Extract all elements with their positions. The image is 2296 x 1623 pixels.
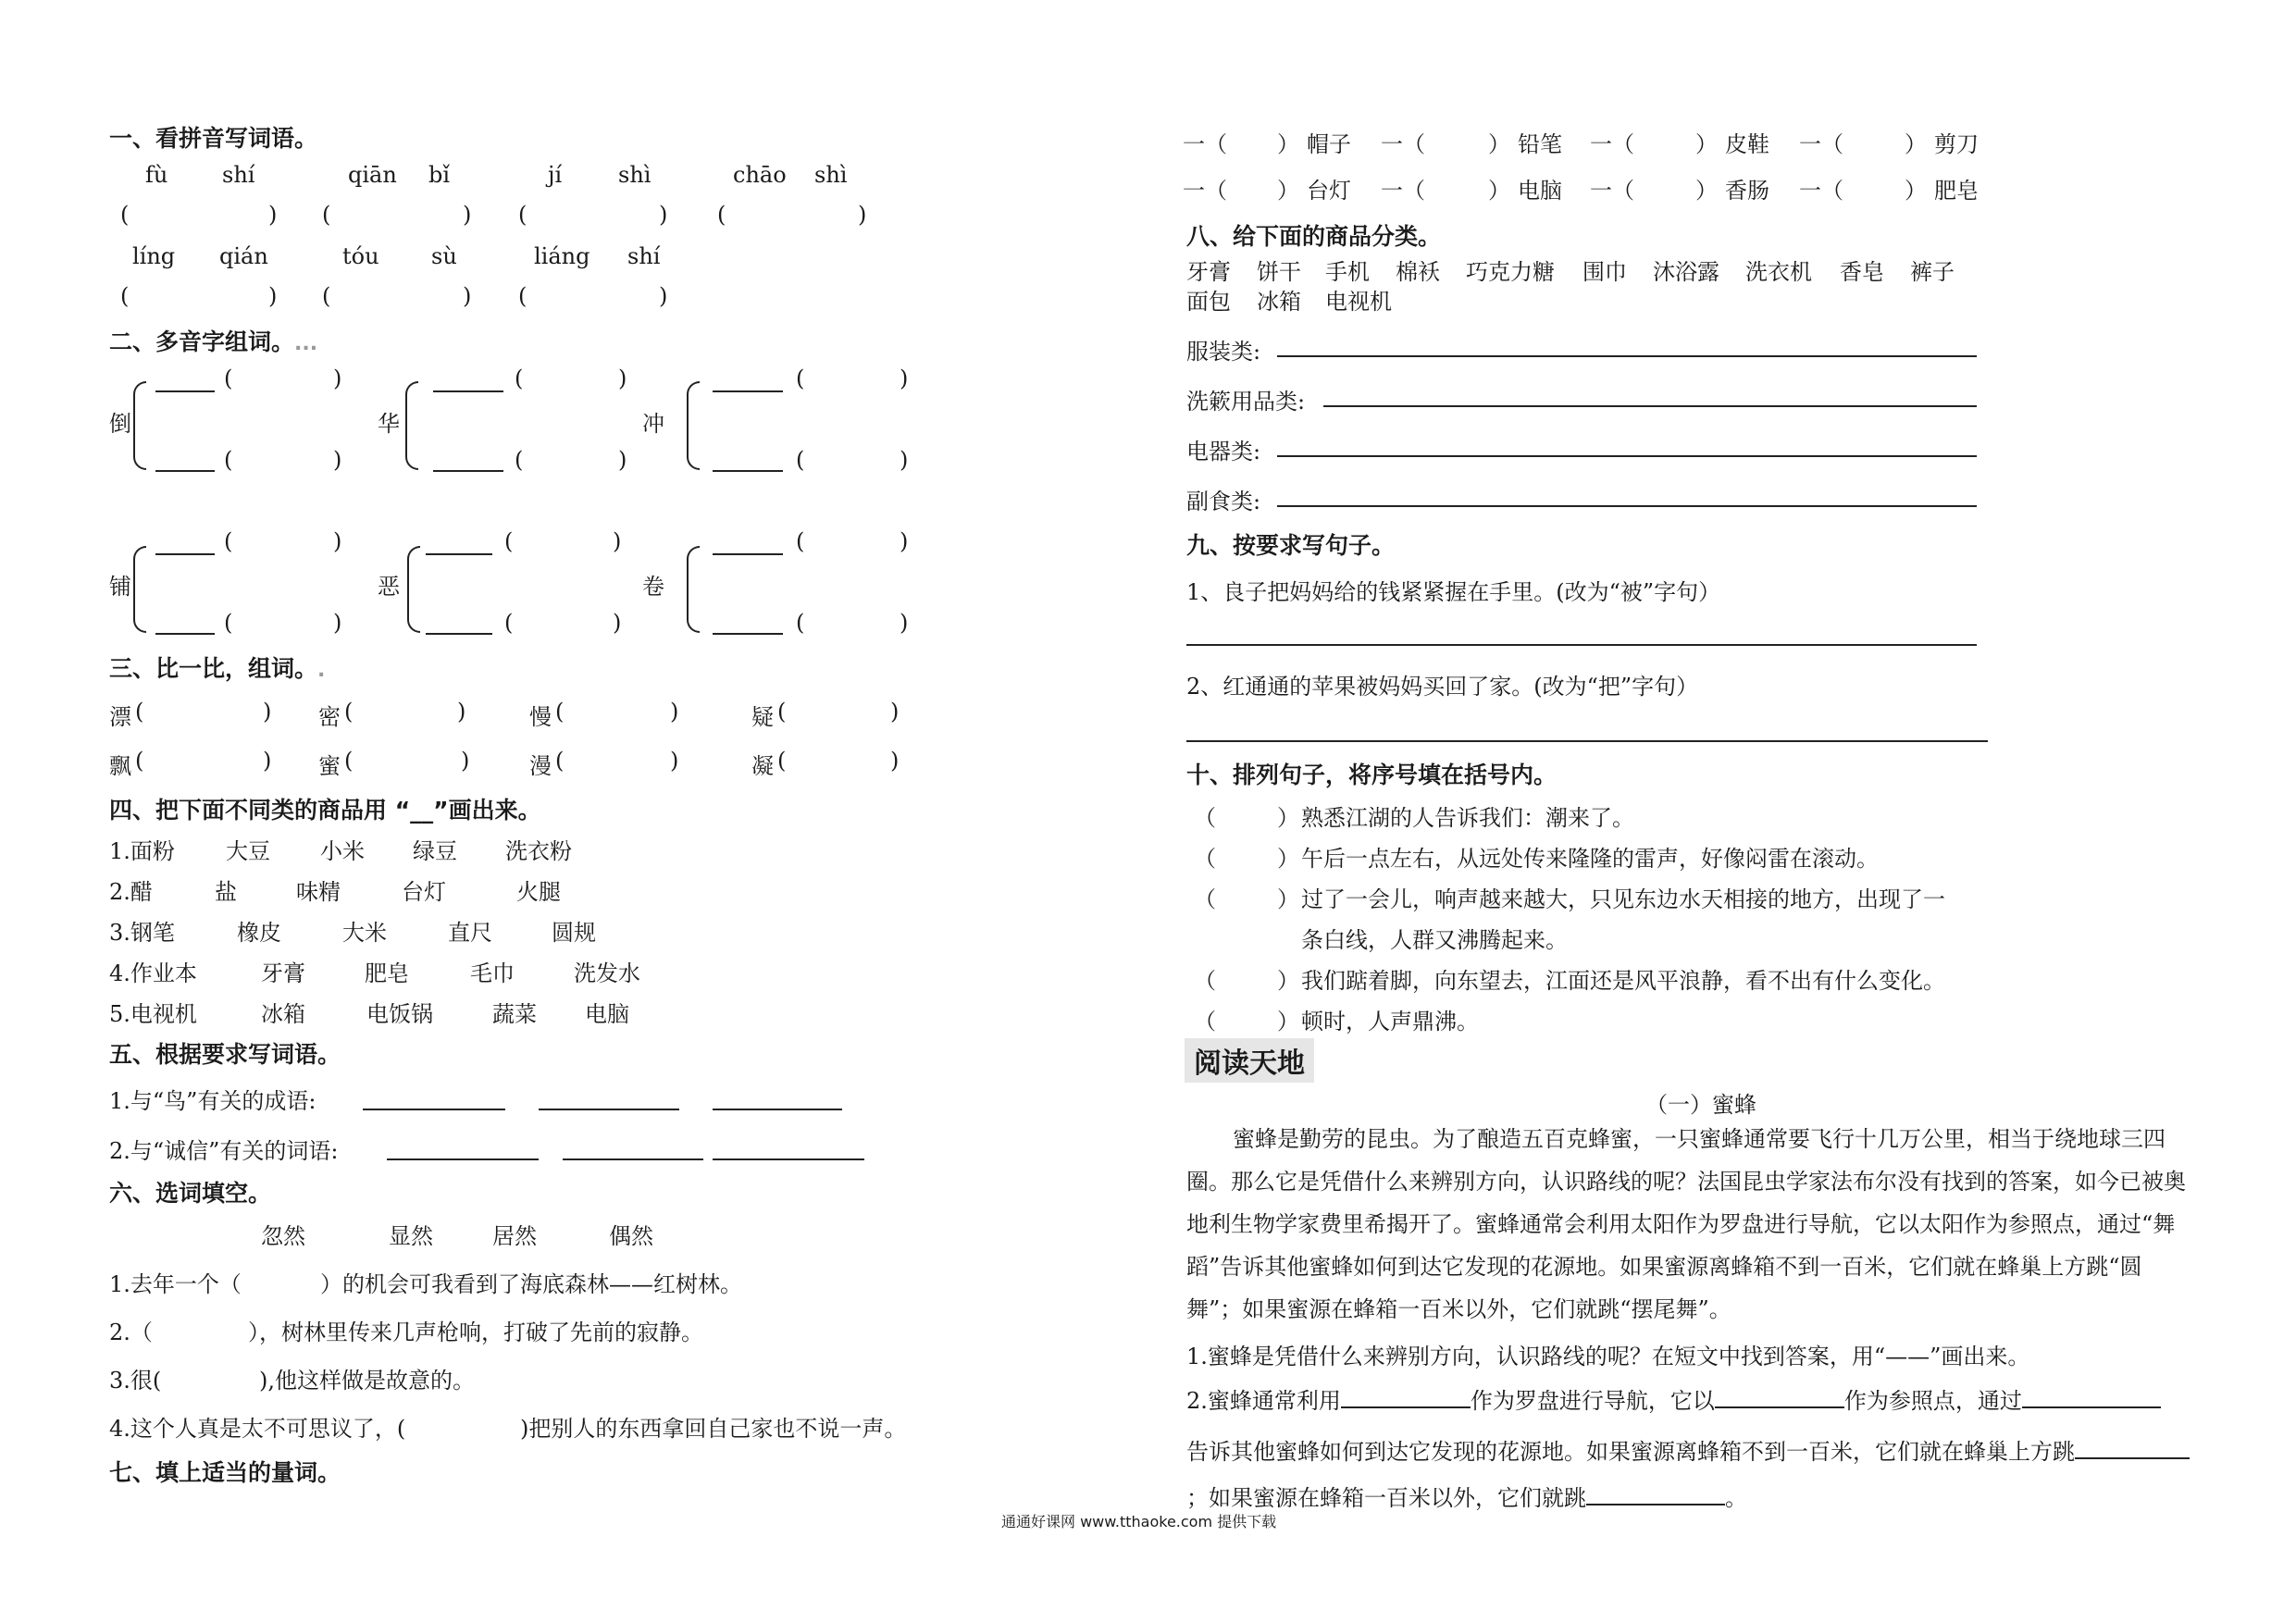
category-appliances: 电器类: bbox=[1186, 439, 1261, 465]
s9-q1: 1、良子把妈妈给的钱紧紧握在手里。(改为“被”字句） bbox=[1186, 579, 1721, 605]
blank-line bbox=[713, 470, 783, 472]
brace bbox=[133, 381, 146, 470]
measure-suffix: ） bbox=[1277, 178, 1299, 204]
reading-q1: 1.蜜蜂是凭借什么来辨别方向，认识路线的呢？在短文中找到答案，用“——”画出来。 bbox=[1186, 1344, 2030, 1369]
s2-title bbox=[109, 324, 317, 357]
measure-suffix: ） bbox=[1277, 131, 1299, 157]
fill-blank bbox=[1341, 1406, 1471, 1408]
compare-char: 漫 bbox=[529, 753, 552, 779]
category-toiletries: 洗簌用品类: bbox=[1186, 389, 1306, 415]
right-paren: ) bbox=[890, 748, 900, 774]
s7-title: 七、填上适当的量词。 bbox=[109, 1459, 341, 1486]
s3-title bbox=[109, 650, 325, 684]
reading-paragraph: 蜜蜂是勤劳的昆虫。为了酿造五百克蜂蜜，一只蜜蜂通常要飞行十几万公里，相当于绕地球三四圈。那么它是凭借什么来辨别方向，认识路线的呢？法国昆虫学家法布尔没有找到的答案，如今已被奥地利生物学家费里希揭开了。蜜蜂通常会利用太阳作为罗盘进行导航，它以太阳作为参照点，通过“舞蹈”告诉其他蜜蜂如何到达它发现的花源地。如果蜜源离蜂箱不到一百米，它们就在蜂巢上方跳“圆舞”；如果蜜源在蜂箱一百米以外，它们就跳“摆尾舞”。 bbox=[1186, 1126, 2186, 1322]
left-paren: ( bbox=[224, 365, 233, 391]
measure-suffix: ） bbox=[1695, 131, 1718, 157]
right-paren: ) bbox=[900, 365, 909, 391]
measure-prefix: 一（ bbox=[1183, 131, 1227, 157]
reading-q2-line2 bbox=[1186, 1429, 2195, 1521]
measure-prefix: 一（ bbox=[1799, 178, 1843, 204]
q2-text: 告诉其他蜜蜂如何到达它发现的花源地。如果蜜源离蜂箱不到一百米，它们就在蜂巢上方跳 bbox=[1186, 1439, 2075, 1465]
right-paren: ) bbox=[263, 699, 272, 725]
compare-char: 慢 bbox=[529, 704, 552, 730]
goods-item: 冰箱 bbox=[1257, 289, 1301, 315]
pinyin: shí bbox=[627, 243, 661, 269]
right-paren: ) bbox=[618, 365, 627, 391]
goods-item: 橡皮 bbox=[237, 920, 281, 946]
goods-item: 巧克力糖 bbox=[1466, 259, 1555, 285]
brace bbox=[133, 546, 146, 633]
category-clothing: 服装类: bbox=[1186, 339, 1261, 365]
q2-text: 作为参照点，通过 bbox=[1843, 1388, 2022, 1414]
reading-header: 阅读天地 bbox=[1185, 1038, 1314, 1083]
blank-line bbox=[155, 390, 215, 392]
s6-q2-b: ），树林里传来几声枪响，打破了先前的寂静。 bbox=[248, 1319, 703, 1345]
goods-item: 大米 bbox=[342, 920, 387, 946]
brace bbox=[407, 546, 420, 633]
right-paren: ) bbox=[670, 699, 679, 725]
right-paren: ) bbox=[659, 283, 668, 309]
left-paren: ( bbox=[504, 528, 514, 554]
answer-line bbox=[1277, 355, 1977, 357]
sentence: 顿时，人声鼎沸。 bbox=[1301, 1009, 1479, 1035]
measure-noun: 皮鞋 bbox=[1725, 131, 1769, 157]
blank-line bbox=[713, 633, 783, 635]
s6-q1-a: 1.去年一个（ bbox=[109, 1271, 242, 1297]
polyphone-char: 华 bbox=[378, 411, 400, 437]
answer-line bbox=[713, 1158, 864, 1160]
blank-line bbox=[433, 390, 503, 392]
left-paren: （ bbox=[1194, 805, 1216, 831]
measure-prefix: 一（ bbox=[1590, 131, 1634, 157]
right-paren: ) bbox=[613, 610, 622, 636]
pinyin: líng bbox=[132, 243, 176, 269]
pinyin: chāo bbox=[733, 162, 787, 188]
q2-text: 作为罗盘进行导航，它以 bbox=[1470, 1388, 1715, 1414]
brace bbox=[687, 546, 700, 633]
measure-noun: 香肠 bbox=[1725, 178, 1769, 204]
pinyin: qiān bbox=[348, 162, 397, 188]
left-paren: ( bbox=[515, 447, 524, 473]
goods-item: 3.钢笔 bbox=[109, 920, 175, 946]
goods-item: 4.作业本 bbox=[109, 960, 197, 986]
right-paren: ) bbox=[670, 748, 679, 774]
fill-blank bbox=[2022, 1406, 2161, 1408]
s6-q4-a: 4.这个人真是太不可思议了，( bbox=[109, 1416, 406, 1442]
measure-noun: 帽子 bbox=[1307, 131, 1351, 157]
goods-item: 5.电视机 bbox=[109, 1001, 197, 1027]
left-paren: ( bbox=[224, 447, 233, 473]
left-paren: （ bbox=[1194, 886, 1216, 912]
s5-q1: 1.与“鸟”有关的成语: bbox=[109, 1088, 316, 1114]
right-paren: ) bbox=[613, 528, 622, 554]
goods-item: 火腿 bbox=[516, 879, 561, 905]
sentence-continued: 条白线，人群又沸腾起来。 bbox=[1301, 927, 1568, 953]
right-paren: ) bbox=[463, 202, 472, 228]
left-paren: ( bbox=[322, 283, 331, 309]
s6-q4-b: )把别人的东西拿回自己家也不说一声。 bbox=[520, 1416, 907, 1442]
right-paren: ) bbox=[457, 699, 466, 725]
right-paren: ） bbox=[1277, 968, 1299, 994]
right-paren: ) bbox=[263, 748, 272, 774]
answer-line bbox=[1186, 644, 1977, 646]
fill-blank bbox=[1586, 1504, 1725, 1505]
answer-line bbox=[1277, 455, 1977, 457]
blank-line bbox=[426, 633, 492, 635]
right-paren: ) bbox=[618, 447, 627, 473]
pinyin: liáng bbox=[534, 243, 590, 269]
left-paren: ( bbox=[796, 610, 805, 636]
goods-item: 肥皂 bbox=[365, 960, 409, 986]
goods-item: 棉袄 bbox=[1396, 259, 1440, 285]
goods-item: 电饭锅 bbox=[366, 1001, 433, 1027]
right-paren: ) bbox=[900, 610, 909, 636]
sentence: 我们踮着脚，向东望去，江面还是风平浪静，看不出有什么变化。 bbox=[1301, 968, 1945, 994]
measure-prefix: 一（ bbox=[1590, 178, 1634, 204]
choice-word: 居然 bbox=[492, 1223, 537, 1249]
answer-line bbox=[1186, 740, 1988, 742]
goods-item: 裤子 bbox=[1910, 259, 1955, 285]
pinyin: fù bbox=[145, 162, 168, 188]
s3-title-text: 三、比一比，组词。 bbox=[109, 655, 318, 682]
left-paren: ( bbox=[120, 202, 130, 228]
pinyin: qián bbox=[219, 243, 268, 269]
blank-line bbox=[426, 553, 492, 555]
compare-char: 密 bbox=[318, 704, 341, 730]
sentence: 午后一点左右，从远处传来隆隆的雷声，好像闷雷在滚动。 bbox=[1301, 846, 1879, 872]
pinyin: tóu bbox=[342, 243, 379, 269]
goods-item: 毛巾 bbox=[470, 960, 515, 986]
q2-text: ；如果蜜源在蜂箱一百米以外，它们就跳 bbox=[1186, 1485, 1586, 1511]
compare-char: 飘 bbox=[109, 753, 131, 779]
left-paren: ( bbox=[777, 748, 787, 774]
goods-item: 围巾 bbox=[1582, 259, 1627, 285]
goods-item: 味精 bbox=[296, 879, 341, 905]
right-paren: ） bbox=[1277, 886, 1299, 912]
goods-item: 电脑 bbox=[585, 1001, 629, 1027]
measure-noun: 剪刀 bbox=[1934, 131, 1979, 157]
answer-line bbox=[713, 1109, 842, 1110]
measure-prefix: 一（ bbox=[1381, 131, 1425, 157]
footer-source: 通通好课网 www.tthaoke.com 提供下载 bbox=[1001, 1513, 1277, 1530]
goods-item: 直尺 bbox=[448, 920, 492, 946]
blank-line bbox=[433, 470, 503, 472]
right-paren: ） bbox=[1277, 1009, 1299, 1035]
right-paren: ) bbox=[461, 748, 470, 774]
left-paren: ( bbox=[777, 699, 787, 725]
left-paren: ( bbox=[796, 447, 805, 473]
left-paren: ( bbox=[555, 748, 565, 774]
measure-noun: 电脑 bbox=[1518, 178, 1562, 204]
goods-item: 洗发水 bbox=[574, 960, 640, 986]
goods-item: 1.面粉 bbox=[109, 838, 175, 864]
right-paren: ) bbox=[659, 202, 668, 228]
polyphone-char: 铺 bbox=[109, 574, 131, 600]
left-paren: ( bbox=[796, 365, 805, 391]
goods-item: 冰箱 bbox=[261, 1001, 305, 1027]
left-paren: （ bbox=[1194, 968, 1216, 994]
compare-char: 疑 bbox=[751, 704, 774, 730]
left-paren: ( bbox=[515, 365, 524, 391]
s6-q3-b: ),他这样做是故意的。 bbox=[259, 1368, 475, 1394]
compare-char: 漂 bbox=[109, 704, 131, 730]
blank-line bbox=[155, 553, 215, 555]
measure-suffix: ） bbox=[1695, 178, 1718, 204]
goods-item: 饼干 bbox=[1257, 259, 1301, 285]
right-paren: ) bbox=[268, 202, 278, 228]
s2-title-dots: ... bbox=[294, 332, 318, 355]
s5-q2: 2.与“诚信”有关的词语: bbox=[109, 1138, 339, 1164]
s5-title: 五、根据要求写词语。 bbox=[109, 1041, 341, 1068]
measure-noun: 肥皂 bbox=[1934, 178, 1979, 204]
left-paren: ( bbox=[120, 283, 130, 309]
right-paren: ） bbox=[1277, 846, 1299, 872]
goods-item: 电视机 bbox=[1325, 289, 1392, 315]
blank-line bbox=[155, 470, 215, 472]
measure-noun: 台灯 bbox=[1307, 178, 1351, 204]
goods-item: 洗衣粉 bbox=[505, 838, 572, 864]
s6-q1-b: ）的机会可我看到了海底森林——红树林。 bbox=[320, 1271, 742, 1297]
s6-q3-a: 3.很( bbox=[109, 1368, 162, 1394]
measure-prefix: 一（ bbox=[1381, 178, 1425, 204]
goods-item: 小米 bbox=[320, 838, 365, 864]
blank-line bbox=[155, 633, 215, 635]
measure-prefix: 一（ bbox=[1183, 178, 1227, 204]
goods-item: 圆规 bbox=[552, 920, 596, 946]
goods-item: 手机 bbox=[1325, 259, 1370, 285]
measure-suffix: ） bbox=[1905, 131, 1927, 157]
polyphone-char: 冲 bbox=[642, 411, 664, 437]
s1-title: 一、看拼音写词语。 bbox=[109, 125, 318, 152]
right-paren: ) bbox=[333, 365, 342, 391]
answer-line bbox=[387, 1158, 539, 1160]
polyphone-char: 倒 bbox=[109, 411, 131, 437]
reading-q2-line1 bbox=[1186, 1382, 2161, 1415]
answer-line bbox=[1277, 505, 1977, 507]
answer-line bbox=[539, 1109, 679, 1110]
choice-word: 偶然 bbox=[609, 1223, 653, 1249]
goods-item: 2.醋 bbox=[109, 879, 153, 905]
sentence: 熟悉江湖的人告诉我们：潮来了。 bbox=[1301, 805, 1634, 831]
compare-char: 凝 bbox=[751, 753, 774, 779]
measure-noun: 铅笔 bbox=[1518, 131, 1562, 157]
measure-suffix: ） bbox=[1488, 178, 1510, 204]
left-paren: （ bbox=[1194, 846, 1216, 872]
choice-word: 忽然 bbox=[261, 1223, 305, 1249]
s8-title: 八、给下面的商品分类。 bbox=[1186, 223, 1442, 250]
brace bbox=[687, 381, 700, 470]
left-paren: ( bbox=[135, 748, 144, 774]
right-paren: ) bbox=[333, 447, 342, 473]
goods-item: 香皂 bbox=[1840, 259, 1884, 285]
goods-item: 盐 bbox=[215, 879, 237, 905]
s2-title-text: 二、多音字组词。 bbox=[109, 328, 295, 355]
left-paren: ( bbox=[796, 528, 805, 554]
pinyin: bǐ bbox=[428, 162, 451, 188]
goods-item: 面包 bbox=[1186, 289, 1231, 315]
choice-word: 显然 bbox=[389, 1223, 433, 1249]
answer-line bbox=[563, 1158, 703, 1160]
goods-item: 洗衣机 bbox=[1745, 259, 1812, 285]
s9-q2: 2、红通通的苹果被妈妈买回了家。(改为“把”字句） bbox=[1186, 674, 1699, 700]
sentence: 过了一会儿，响声越来越大，只见东边水天相接的地方，出现了一 bbox=[1301, 886, 1945, 912]
right-paren: ) bbox=[900, 528, 909, 554]
answer-line bbox=[363, 1109, 505, 1110]
blank-line bbox=[713, 553, 783, 555]
s3-title-dot: . bbox=[317, 659, 326, 682]
goods-item: 大豆 bbox=[226, 838, 270, 864]
right-paren: ) bbox=[890, 699, 900, 725]
s9-title: 九、按要求写句子。 bbox=[1186, 532, 1396, 559]
fill-blank bbox=[2075, 1457, 2190, 1459]
answer-line bbox=[1323, 405, 1977, 407]
compare-char: 蜜 bbox=[318, 753, 341, 779]
left-paren: ( bbox=[518, 202, 527, 228]
left-paren: ( bbox=[555, 699, 565, 725]
polyphone-char: 卷 bbox=[642, 574, 664, 600]
right-paren: ) bbox=[268, 283, 278, 309]
goods-item: 蔬菜 bbox=[492, 1001, 537, 1027]
goods-item: 牙膏 bbox=[1186, 259, 1231, 285]
right-paren: ) bbox=[463, 283, 472, 309]
measure-suffix: ） bbox=[1905, 178, 1927, 204]
left-paren: （ bbox=[1194, 1009, 1216, 1035]
goods-item: 台灯 bbox=[402, 879, 446, 905]
left-paren: ( bbox=[322, 202, 331, 228]
right-paren: ) bbox=[333, 610, 342, 636]
brace bbox=[405, 381, 418, 470]
left-paren: ( bbox=[518, 283, 527, 309]
s4-title: 四、把下面不同类的商品用 “__”画出来。 bbox=[109, 797, 541, 824]
left-paren: ( bbox=[224, 528, 233, 554]
s6-title: 六、选词填空。 bbox=[109, 1180, 272, 1207]
goods-item: 牙膏 bbox=[261, 960, 305, 986]
left-paren: ( bbox=[504, 610, 514, 636]
right-paren: ） bbox=[1277, 805, 1299, 831]
measure-prefix: 一（ bbox=[1799, 131, 1843, 157]
left-paren: ( bbox=[344, 699, 354, 725]
goods-item: 沐浴露 bbox=[1653, 259, 1719, 285]
blank-line bbox=[713, 390, 783, 392]
right-paren: ) bbox=[333, 528, 342, 554]
left-paren: ( bbox=[717, 202, 726, 228]
left-paren: ( bbox=[344, 748, 354, 774]
right-paren: ) bbox=[900, 447, 909, 473]
pinyin: shí bbox=[222, 162, 255, 188]
polyphone-char: 恶 bbox=[378, 574, 400, 600]
left-paren: ( bbox=[224, 610, 233, 636]
s6-q2-a: 2.（ bbox=[109, 1319, 153, 1345]
measure-suffix: ） bbox=[1488, 131, 1510, 157]
pinyin: shì bbox=[814, 162, 848, 188]
pinyin: sù bbox=[431, 243, 457, 269]
q2-text: 2.蜜蜂通常利用 bbox=[1186, 1388, 1341, 1414]
right-paren: ) bbox=[858, 202, 867, 228]
left-paren: ( bbox=[135, 699, 144, 725]
fill-blank bbox=[1715, 1406, 1844, 1408]
q2-text: 。 bbox=[1725, 1485, 1747, 1511]
pinyin: jí bbox=[548, 162, 563, 188]
reading-subtitle: （一）蜜蜂 bbox=[1645, 1092, 1756, 1118]
pinyin: shì bbox=[618, 162, 652, 188]
goods-item: 绿豆 bbox=[413, 838, 457, 864]
category-food: 副食类: bbox=[1186, 489, 1261, 514]
s10-title: 十、排列句子，将序号填在括号内。 bbox=[1186, 762, 1558, 788]
